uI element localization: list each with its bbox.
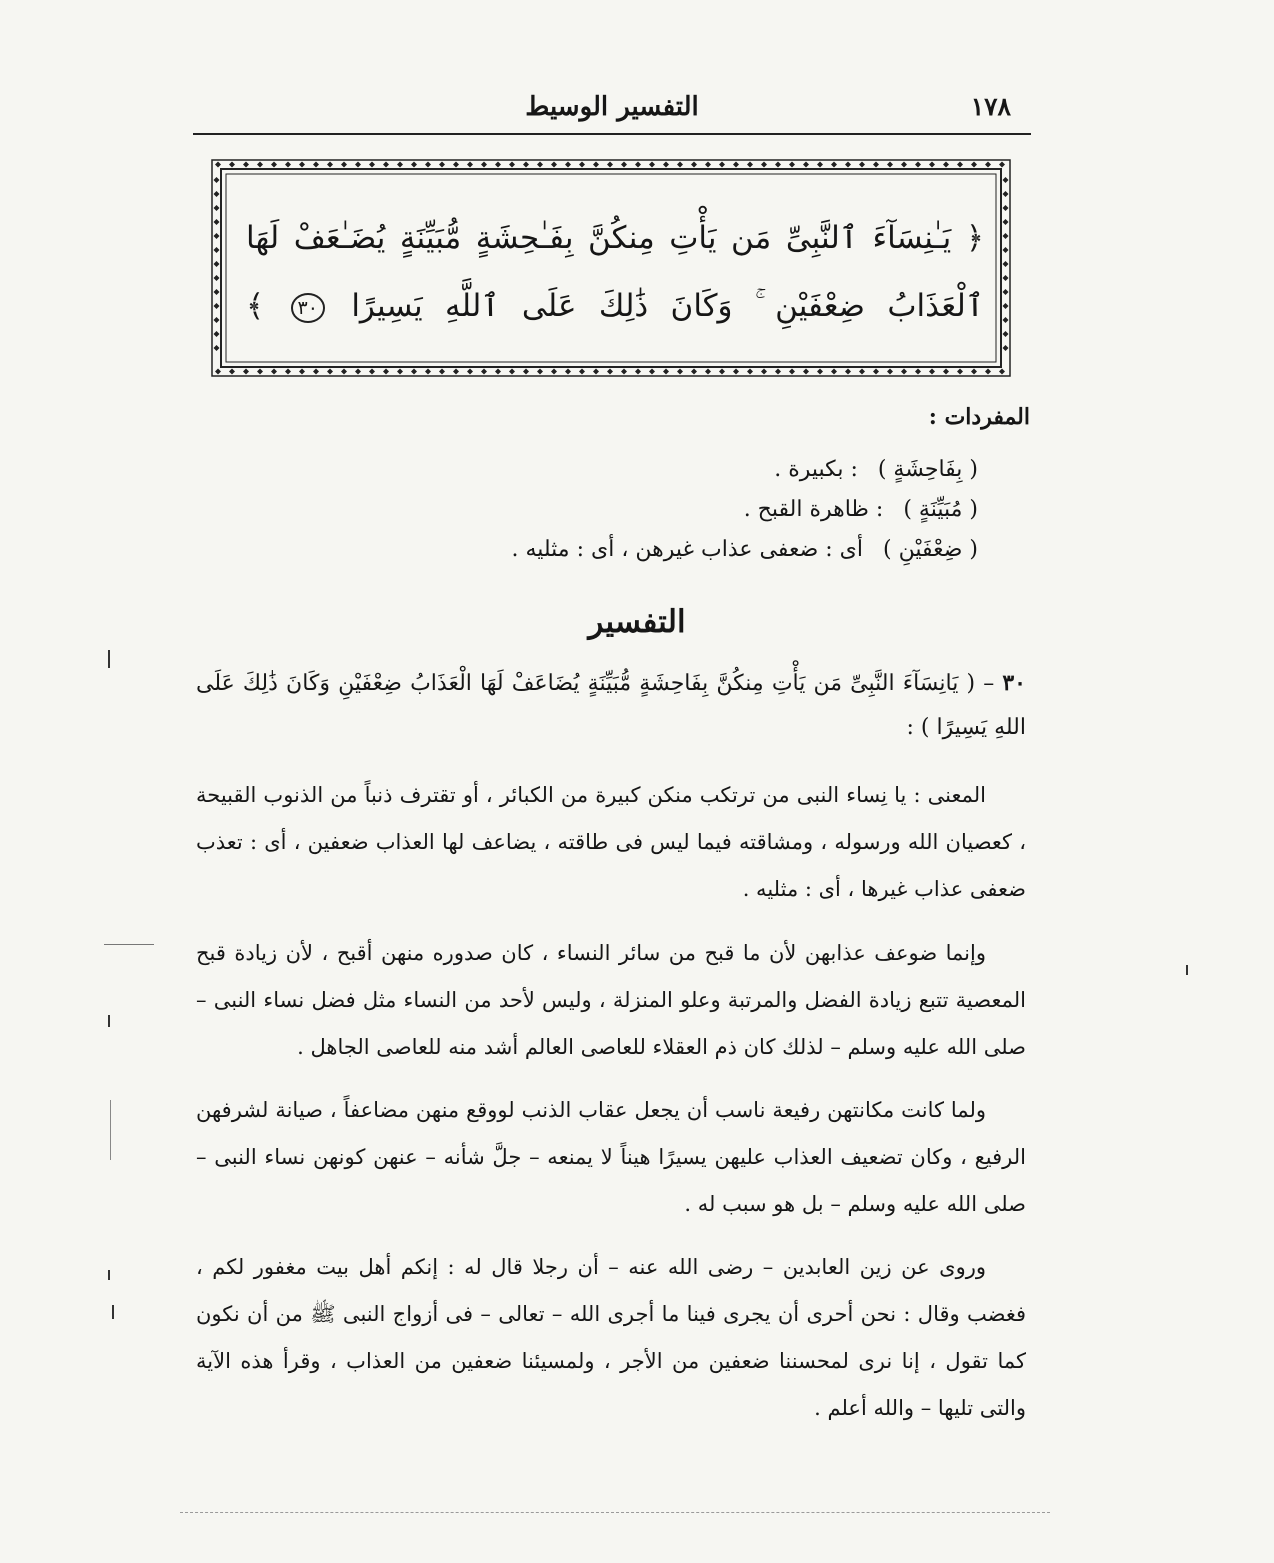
border-ornament	[971, 369, 977, 375]
vocabulary-term: ( مُبَيِّنَةٍ )	[903, 497, 978, 522]
border-ornament	[901, 162, 907, 168]
border-ornament	[467, 369, 473, 375]
verse-closing-bracket: ﴾	[246, 288, 265, 324]
page-header	[193, 86, 1031, 134]
border-ornament	[537, 369, 543, 375]
border-ornament	[229, 162, 235, 168]
border-ornament	[985, 162, 991, 168]
border-ornament	[579, 162, 585, 168]
border-ornament	[677, 369, 683, 375]
border-ornament	[873, 369, 879, 375]
border-ornament	[355, 162, 361, 168]
border-ornament	[677, 162, 683, 168]
border-ornament	[719, 162, 725, 168]
border-ornament	[565, 162, 571, 168]
border-ornament	[705, 162, 711, 168]
border-ornament	[243, 162, 249, 168]
border-ornament	[649, 369, 655, 375]
border-ornament	[719, 369, 725, 375]
border-ornament	[509, 162, 515, 168]
border-ornament	[691, 162, 697, 168]
border-ornament	[411, 369, 417, 375]
border-ornament	[845, 162, 851, 168]
border-ornament	[271, 162, 277, 168]
border-ornament	[747, 162, 753, 168]
bottom-rule	[180, 1512, 1050, 1513]
margin-mark	[104, 944, 154, 945]
border-ornament	[579, 369, 585, 375]
border-ornament	[1003, 345, 1009, 351]
border-ornament	[1003, 289, 1009, 295]
border-ornament	[887, 369, 893, 375]
border-ornament	[369, 369, 375, 375]
border-ornament	[1003, 177, 1009, 183]
border-ornament	[943, 162, 949, 168]
border-ornament	[705, 369, 711, 375]
border-ornament	[775, 369, 781, 375]
border-ornament	[551, 369, 557, 375]
vocabulary-term: ( ضِعْفَيْنِ )	[883, 537, 978, 562]
border-ornament	[649, 162, 655, 168]
section-heading: التفسير	[588, 604, 686, 640]
border-ornament	[761, 162, 767, 168]
border-ornament	[803, 162, 809, 168]
border-ornament	[929, 162, 935, 168]
border-ornament	[214, 289, 220, 295]
border-ornament	[257, 162, 263, 168]
running-title: التفسير الوسيط	[525, 92, 699, 122]
border-ornament	[214, 317, 220, 323]
border-ornament	[1003, 275, 1009, 281]
border-ornament	[859, 369, 865, 375]
border-ornament	[257, 369, 263, 375]
vocabulary-heading: المفردات :	[928, 404, 1030, 430]
border-ornament	[285, 369, 291, 375]
border-ornament	[1003, 219, 1009, 225]
border-ornament	[999, 162, 1005, 168]
border-ornament	[411, 162, 417, 168]
border-ornament	[215, 369, 221, 375]
border-ornament	[915, 369, 921, 375]
border-ornament	[901, 369, 907, 375]
border-ornament	[817, 162, 823, 168]
border-ornament	[214, 275, 220, 281]
border-ornament	[915, 162, 921, 168]
verse-reference	[196, 661, 1026, 750]
border-ornament	[214, 219, 220, 225]
border-ornament	[761, 369, 767, 375]
border-ornament	[383, 162, 389, 168]
border-ornament	[971, 162, 977, 168]
border-ornament	[439, 162, 445, 168]
border-ornament	[1003, 247, 1009, 253]
border-ornament	[607, 162, 613, 168]
border-ornament	[215, 162, 221, 168]
border-ornament	[635, 369, 641, 375]
border-ornament	[383, 369, 389, 375]
border-ornament	[1003, 191, 1009, 197]
margin-mark	[112, 1305, 114, 1319]
border-ornament	[439, 369, 445, 375]
border-ornament	[355, 369, 361, 375]
border-ornament	[957, 369, 963, 375]
border-ornament	[467, 162, 473, 168]
border-ornament	[985, 369, 991, 375]
border-ornament	[859, 162, 865, 168]
border-ornament	[845, 369, 851, 375]
border-ornament	[495, 162, 501, 168]
border-ornament	[299, 162, 305, 168]
ayah-number-marker: ٣٠	[291, 293, 325, 323]
margin-mark	[108, 1270, 110, 1280]
border-ornament	[999, 369, 1005, 375]
border-ornament	[214, 345, 220, 351]
border-ornament	[341, 369, 347, 375]
border-ornament	[214, 261, 220, 267]
border-ornament	[214, 303, 220, 309]
border-ornament	[635, 162, 641, 168]
border-ornament	[425, 162, 431, 168]
border-ornament	[1003, 233, 1009, 239]
border-ornament	[663, 162, 669, 168]
border-ornament	[817, 369, 823, 375]
border-ornament	[831, 369, 837, 375]
header-rule	[193, 133, 1031, 135]
border-ornament	[481, 162, 487, 168]
border-ornament	[747, 369, 753, 375]
border-ornament	[1003, 205, 1009, 211]
border-ornament	[313, 162, 319, 168]
margin-mark	[108, 1015, 110, 1027]
border-ornament	[943, 369, 949, 375]
vocabulary-meaning: أى : ضعفى عذاب غيرهن ، أى : مثليه .	[511, 537, 864, 562]
paragraph-meaning: المعنى : يا نِساء النبى من ترتكب منكن كبيرة من الكبائر ، أو تقترف ذنباً من الذنوب القبيحة ، كعصيان الله ورسوله ، ومشاقته فيما ليس فى طاقته ، يضاعف لها العذاب ضعفين ، أى : تعذب ضعفى عذاب غيرها ، أى : مثليه .	[196, 783, 1026, 901]
border-ornament	[271, 369, 277, 375]
border-ornament	[453, 369, 459, 375]
border-ornament	[327, 162, 333, 168]
vocabulary-item	[511, 530, 978, 570]
border-ornament	[887, 162, 893, 168]
border-ornament	[214, 331, 220, 337]
border-ornament	[397, 369, 403, 375]
border-ornament	[789, 369, 795, 375]
border-ornament	[229, 369, 235, 375]
border-ornament	[831, 162, 837, 168]
border-ornament	[214, 191, 220, 197]
border-ornament	[453, 162, 459, 168]
border-ornament	[621, 162, 627, 168]
margin-mark	[110, 1100, 111, 1160]
border-ornament	[775, 162, 781, 168]
border-ornament	[621, 369, 627, 375]
border-ornament	[369, 162, 375, 168]
border-ornament	[397, 162, 403, 168]
verse-words: ﴿ يَـٰنِسَآءَ ٱلنَّبِىِّ مَن يَأْتِ مِنكُنَّ بِفَـٰحِشَةٍ مُّبَيِّنَةٍ يُضَـٰعَفْ لَهَا ٱلْعَذَابُ ضِعْفَيْنِ ۚ وَكَانَ ذَٰلِكَ عَلَى ٱللَّهِ يَسِيرًا	[246, 220, 984, 324]
page-number: ١٧٨	[970, 92, 1011, 121]
border-ornament	[509, 369, 515, 375]
paragraph-narration: وروى عن زين العابدين – رضى الله عنه – أن رجلا قال له : إنكم أهل بيت مغفور لكم ، فغضب وقال : نحن أحرى أن يجرى فينا ما أجرى الله – تعالى – فى أزواج النبى ﷺ من أن نكون كما تقول ، إنا نرى لمحسننا ضعفين من الأجر ، ولمسيئنا ضعفين من العذاب ، وقرأ هذه الآية والتى تليها – والله أعلم .	[196, 1255, 1026, 1420]
paragraph-status: ولما كانت مكانتهن رفيعة ناسب أن يجعل عقاب الذنب لووقع منهن مضاعفاً ، صيانة لشرفهن الرفيع ، وكان تضعيف العذاب عليهن يسيرًا هيناً لا يمنعه – جلَّ شأنه – عنهن كونهن نساء النبى – صلى الله عليه وسلم – بل هو سبب له .	[196, 1098, 1026, 1216]
border-ornament	[299, 369, 305, 375]
verse-reference-text: – ( يَانِسَآءَ النَّبِىِّ مَن يَأْتِ مِنكُنَّ بِفَاحِشَةٍ مُّبَيِّنَةٍ يُضَاعَفْ لَهَا الْعَذَابُ ضِعْفَيْنِ وَكَانَ ذَٰلِكَ عَلَى اللهِ يَسِيرًا ) :	[196, 671, 1026, 740]
border-ornament	[214, 177, 220, 183]
border-ornament	[873, 162, 879, 168]
border-ornament	[593, 162, 599, 168]
border-ornament	[929, 369, 935, 375]
margin-mark	[108, 650, 110, 668]
border-ornament	[551, 162, 557, 168]
verse-frame	[212, 160, 1010, 376]
border-ornament	[733, 162, 739, 168]
border-ornament	[523, 162, 529, 168]
border-ornament	[1003, 331, 1009, 337]
verse-text	[246, 204, 984, 340]
border-ornament	[733, 369, 739, 375]
border-ornament	[537, 162, 543, 168]
border-ornament	[214, 247, 220, 253]
border-ornament	[593, 369, 599, 375]
border-ornament	[1003, 261, 1009, 267]
border-ornament	[495, 369, 501, 375]
border-ornament	[789, 162, 795, 168]
border-ornament	[1003, 303, 1009, 309]
verse-number: ٣٠	[1002, 670, 1026, 696]
vocabulary-meaning: : بكبيرة .	[774, 457, 858, 482]
border-ornament	[214, 233, 220, 239]
border-ornament	[214, 205, 220, 211]
vocabulary-meaning: : ظاهرة القبح .	[743, 497, 884, 522]
paragraph-reason: وإنما ضوعف عذابهن لأن ما قبح من سائر النساء ، كان صدوره منهن أقبح ، لأن زيادة قبح المعصية تتبع زيادة الفضل والمرتبة وعلو المنزلة ، وليس لأحد من النساء مثل فضل نساء النبى – صلى الله عليه وسلم – لذلك كان ذم العقلاء للعاصى العالم أشد منه للعاصى الجاهل .	[196, 941, 1026, 1059]
border-ornament	[327, 369, 333, 375]
vocabulary-term: ( بِفَاحِشَةٍ )	[877, 457, 978, 482]
border-ornament	[565, 369, 571, 375]
vocabulary-item	[511, 490, 978, 530]
border-ornament	[803, 369, 809, 375]
border-ornament	[243, 369, 249, 375]
border-ornament	[607, 369, 613, 375]
border-ornament	[481, 369, 487, 375]
border-ornament	[285, 162, 291, 168]
border-ornament	[663, 369, 669, 375]
border-ornament	[425, 369, 431, 375]
border-ornament	[957, 162, 963, 168]
border-ornament	[341, 162, 347, 168]
border-ornament	[1003, 317, 1009, 323]
vocabulary-item	[511, 450, 978, 490]
margin-mark	[1186, 965, 1188, 975]
border-ornament	[691, 369, 697, 375]
border-ornament	[313, 369, 319, 375]
border-ornament	[523, 369, 529, 375]
vocabulary-list	[511, 450, 978, 570]
